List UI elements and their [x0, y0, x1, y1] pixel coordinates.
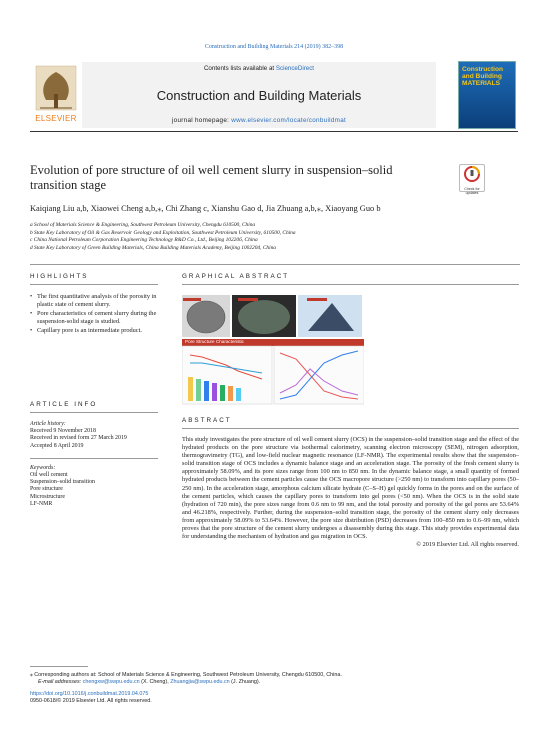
divider: [30, 458, 158, 459]
homepage-link[interactable]: www.elsevier.com/locate/conbuildmat: [231, 117, 347, 124]
cover-title: Construction and Building MATERIALS: [462, 66, 504, 87]
divider: [30, 264, 520, 265]
journal-header: [30, 58, 518, 132]
list-item: • Capillary pore is an intermediate product.: [30, 327, 158, 335]
affiliations: [30, 222, 520, 252]
sciencedirect-link[interactable]: ScienceDirect: [275, 65, 315, 72]
affiliation-c: c China National Petroleum Corporation Engineering Technology R&D Co., Ltd., Beijing 102206, China: [30, 237, 258, 244]
affiliation-d: d State Key Laboratory of Green Building Materials, China Building Materials Academy, Beijing 1002204, China: [30, 244, 277, 251]
history-accepted: Accepted 8 April 2019: [30, 442, 84, 449]
history-label: Article history:: [30, 421, 66, 427]
elsevier-logo: [30, 64, 82, 128]
keyword: Oil well cement: [30, 472, 68, 479]
author-list: Kaiqiang Liu a,b, Xiaowei Cheng a,b,⁎, Chi Zhang c, Xianshu Gao d, Jia Zhuang a,b,⁎, Xiaoyang Guo b: [30, 204, 381, 213]
divider: [30, 284, 158, 285]
highlights-list: [30, 293, 158, 337]
keywords-label: Keywords:: [30, 464, 56, 471]
journal-banner: [82, 62, 436, 128]
abstract-body: [182, 436, 519, 549]
keyword: Suspension–solid transition: [30, 479, 95, 486]
journal-reference-link[interactable]: Construction and Building Materials 214 (2019) 382–398: [204, 44, 344, 50]
keyword: Microstructure: [30, 493, 66, 500]
doi-link[interactable]: https://doi.org/10.1016/j.conbuildmat.2019.04.075: [30, 691, 149, 697]
history-revised: Received in revised form 27 March 2019: [30, 435, 127, 442]
abstract-text: This study investigates the pore structure of oil well cement slurry (OCS) in the suspension–solid transition stage and the effect of the hydrated products on the pore structure via isothermal calorimetry, scanning electron microscopy (SEM), nitrogen adsorption, thermogravimetry (TG), and low-field nuclear magnetic resonance (LF-NMR). The experimental results show that the suspension–solid transition stage of OCS includes a dynamic balance stage and an acceleration stage. The porosity of the fresh cement slurry is approximately 58.09%, and its pore sizes range from 100 nm to 850 nm. In the dynamic balance stage, a small quantity of formed hydrated products between the cement particles cause the OCS macropore structure (>250 nm) to transform into capillary pores (50–250 nm). In the acceleration stage, amorphous calcium silicate hydrate (C–S–H) gel quickly forms in the pores and on the surface of the cement particles, which causes the capillary pores to transform into gel pores (<50 nm). When the OCS is in the solid state (hydration of 720 min), the pore sizes range from 0.6 nm to 99 nm, and the total porosity and porosity of the gel pores are 53.64% and 46.218%, respectively. Further, during the suspension–solid transition stage, the porosity of the cement slurry only decreases from approximately 58.09% to 53.64%. However, the pore size distribution (PSD) decreases from 100–850 nm to 0.6–99 nm, which proves that the pore structure of the cement slurry undergoes a disassembly during this stage. This study provides experimental data for understanding the mechanism of hydration and gas migration in OCS.: [182, 436, 519, 541]
email-link-cheng[interactable]: chengxw@swpu.edu.cn: [82, 679, 140, 685]
highlights-heading: HIGHLIGHTS: [30, 273, 89, 280]
article-info-heading: ARTICLE INFO: [30, 401, 98, 408]
list-item: • The first quantitative analysis of the porosity in plastic state of cement slurry.: [30, 293, 158, 308]
abstract-heading: ABSTRACT: [182, 417, 232, 424]
journal-homepage: journal homepage: www.elsevier.com/locate/conbuildmat: [171, 117, 347, 124]
history-received: Received 9 November 2018: [30, 428, 96, 435]
affiliation-a: a School of Materials Science & Engineering, Southwest Petroleum University, Chengdu 610500, China: [30, 222, 256, 228]
graphical-abstract-heading: GRAPHICAL ABSTRACT: [182, 273, 290, 280]
keyword: LF-NMR: [30, 500, 53, 507]
keyword: Pore structure: [30, 486, 63, 493]
footnote-rule: [30, 666, 88, 667]
check-for-updates-badge[interactable]: [459, 164, 485, 195]
issn-line: 0950-0618/© 2019 Elsevier Ltd. All rights reserved.: [30, 698, 152, 704]
email-link-zhuang[interactable]: Zhuangjia@swpu.edu.cn: [170, 679, 230, 685]
check-updates-icon: [460, 165, 484, 182]
graphical-abstract-label: Pore Structure Characteristic: [185, 339, 244, 344]
divider: [30, 412, 158, 413]
copyright: © 2019 Elsevier Ltd. All rights reserved.: [416, 541, 519, 549]
affiliation-b: b State Key Laboratory of Oil & Gas Reservoir Geology and Exploitation, Southwest Petroleum University, 610500, China: [30, 229, 296, 236]
journal-title: Construction and Building Materials: [156, 88, 362, 103]
article-title: Evolution of pore structure of oil well cement slurry in suspension–solid transition stage: [30, 163, 393, 192]
journal-cover: [458, 61, 516, 129]
divider: [182, 428, 519, 429]
footnote: [30, 672, 520, 705]
check-updates-label: Check for updates: [464, 187, 480, 195]
corresponding-authors: ⁎ Corresponding authors at: School of Materials Science & Engineering, Southwest Petroleum University, Chengdu 610500, China.: [30, 672, 342, 678]
graphical-abstract-figure: [182, 293, 364, 405]
contents-available: Contents lists available at ScienceDirect: [203, 65, 315, 72]
list-item: • Pore characteristics of cement slurry during the suspension-solid stage is studied.: [30, 310, 158, 325]
publisher-name: ELSEVIER: [35, 114, 77, 123]
divider: [182, 284, 519, 285]
email-addresses: E-mail addresses: chengxw@swpu.edu.cn (X. Cheng), Zhuangjia@swpu.edu.cn (J. Zhuang).: [38, 679, 261, 685]
article-info: [30, 421, 158, 508]
